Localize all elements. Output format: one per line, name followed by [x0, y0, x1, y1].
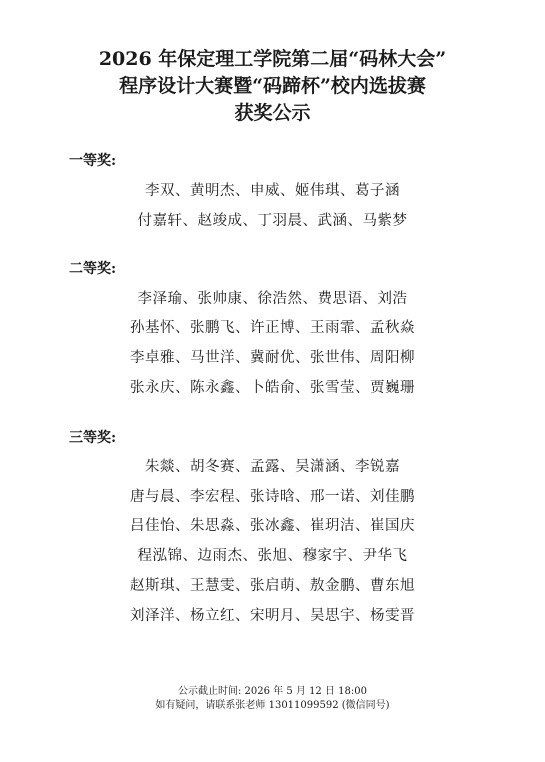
second-prize-row-1: 李泽瑜、张帅康、徐浩然、费思语、刘浩	[137, 291, 408, 307]
second-prize-row-3: 李卓雅、马世洋、冀耐优、张世伟、周阳柳	[130, 350, 415, 366]
first-prize-label: 一等奖:	[69, 153, 117, 169]
second-prize-row-2: 孙基怀、张鹏飞、许正博、王雨霏、孟秋焱	[130, 320, 415, 336]
title-line-3: 获奖公示	[234, 102, 311, 124]
first-prize-row-1: 李双、黄明杰、申威、姬伟琪、葛子涵	[145, 183, 400, 199]
third-prize-row-3: 吕佳怡、朱思淼、张冰鑫、崔玥洁、崔国庆	[130, 518, 415, 534]
third-prize-label: 三等奖:	[69, 430, 117, 446]
third-prize-row-6: 刘泽洋、杨立红、宋明月、吴思宇、杨雯晋	[130, 608, 415, 624]
third-prize-row-4: 程泓锦、边雨杰、张旭、穆家宇、尹华飞	[137, 548, 408, 564]
third-prize-row-2: 唐与晨、李宏程、张诗晗、邢一诺、刘佳鹏	[130, 489, 415, 505]
third-prize-row-5: 赵斯琪、王慧雯、张启萌、敖金鹏、曹东旭	[130, 578, 415, 594]
second-prize-row-4: 张永庆、陈永鑫、卜皓俞、张雪莹、贾巍珊	[130, 380, 415, 396]
title-line-1: 2026 年保定理工学院第二届“码林大会”	[98, 48, 447, 70]
third-prize-row-1: 朱燚、胡冬赛、孟露、吴潇涵、李锐嘉	[145, 459, 400, 475]
deadline-notice: 公示截止时间: 2026 年 5 月 12 日 18:00	[178, 686, 367, 697]
contact-notice: 如有疑问，请联系张老师 13011099592 (微信同号)	[155, 700, 390, 711]
second-prize-label: 二等奖:	[69, 261, 117, 277]
first-prize-row-2: 付嘉轩、赵竣成、丁羽晨、武涵、马紫梦	[137, 213, 408, 229]
title-line-2: 程序设计大赛暨“码蹄杯”校内选拔赛	[119, 75, 426, 97]
